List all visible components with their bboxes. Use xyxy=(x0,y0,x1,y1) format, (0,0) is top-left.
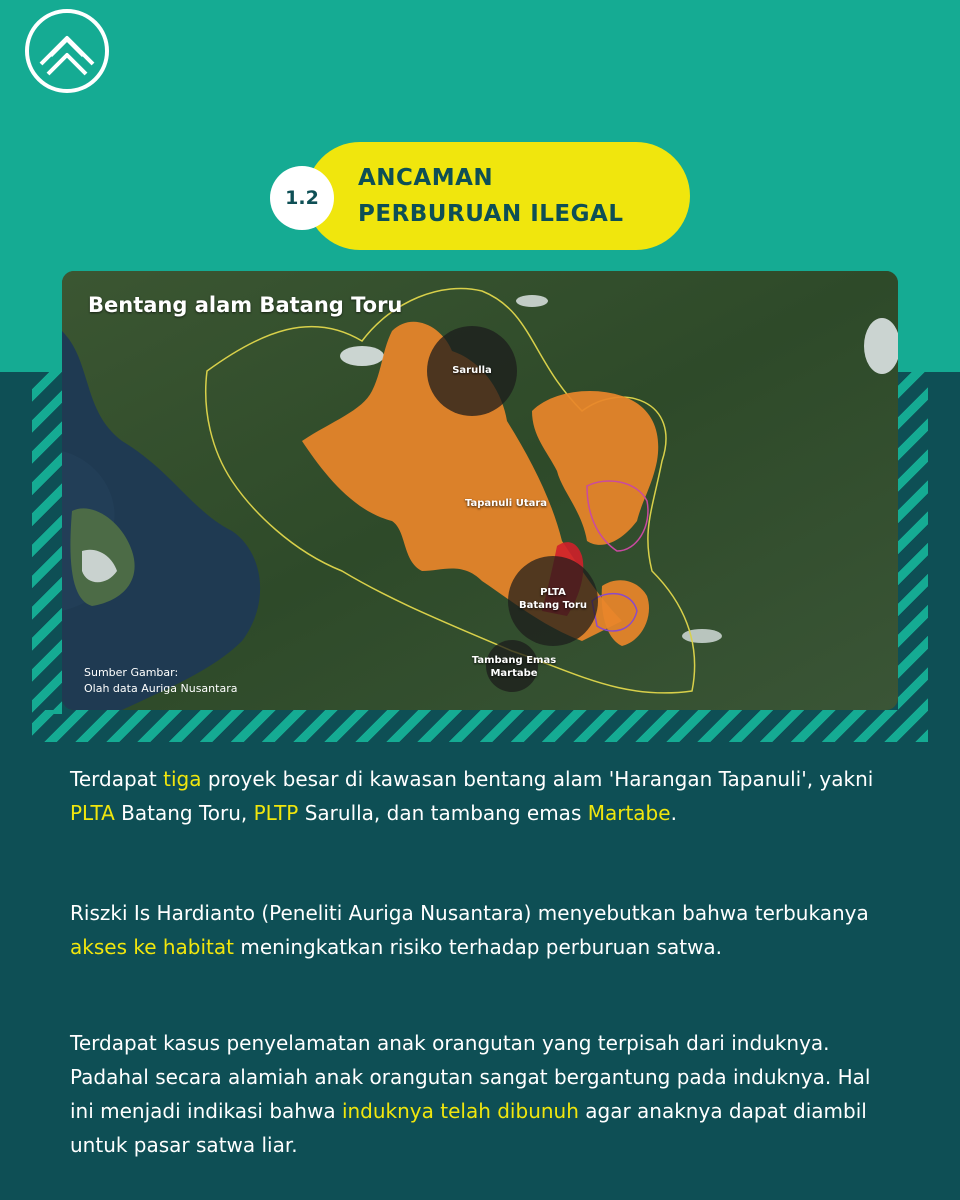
map-label-tambang-line2: Martabe xyxy=(490,668,538,679)
p1-text-2: proyek besar di kawasan bentang alam 'Harangan Tapanuli', yakni xyxy=(201,767,874,791)
map-label-tambang-emas-martabe xyxy=(454,654,574,680)
section-number: 1.2 xyxy=(270,166,334,230)
paragraph-projects xyxy=(70,762,880,830)
hatch-decoration-right xyxy=(898,372,928,742)
map-graphic xyxy=(62,271,898,710)
map-label-plta-line2: Batang Toru xyxy=(518,600,588,611)
p1-text-5: . xyxy=(670,801,677,825)
map-label-sarulla: Sarulla xyxy=(452,365,492,376)
map-label-plta-line1: PLTA xyxy=(540,587,566,598)
section-title xyxy=(358,160,678,232)
paragraph-researcher xyxy=(70,896,880,964)
p2-text-1: Riszki Is Hardianto (Peneliti Auriga Nusantara) menyebutkan bahwa terbukanya xyxy=(70,901,869,925)
section-title-line2: PERBURUAN ILEGAL xyxy=(358,201,624,227)
map-title: Bentang alam Batang Toru xyxy=(88,293,403,317)
p3-text-2: agar anaknya dapat diambil untuk pasar satwa liar. xyxy=(70,1099,867,1157)
p3-highlight-dibunuh: induknya telah dibunuh xyxy=(341,1099,579,1123)
p3-text-1: Terdapat kasus penyelamatan anak orangutan yang terpisah dari induknya. Padahal secara alamiah anak orangutan sangat bergantung pada induknya. Hal ini menjadi indikasi bahwa xyxy=(70,1031,871,1123)
p1-text-1: Terdapat xyxy=(70,767,164,791)
p1-highlight-pltp: PLTP xyxy=(253,801,299,825)
mountain-logo-icon xyxy=(24,8,110,94)
map-label-tapanuli-utara: Tapanuli Utara xyxy=(464,498,548,509)
paragraph-orangutan xyxy=(70,1026,880,1162)
p1-highlight-martabe: Martabe xyxy=(587,801,671,825)
p1-highlight-tiga: tiga xyxy=(163,767,202,791)
map-source-line1: Sumber Gambar: xyxy=(84,666,179,679)
p1-highlight-plta: PLTA xyxy=(70,801,115,825)
map-source-credit xyxy=(84,665,284,697)
p2-highlight-akses: akses ke habitat xyxy=(70,935,234,959)
section-title-line1: ANCAMAN xyxy=(358,165,494,191)
p1-text-4: Sarulla, dan tambang emas xyxy=(298,801,588,825)
map-source-line2: Olah data Auriga Nusantara xyxy=(84,682,238,695)
hatch-decoration-bottom xyxy=(32,710,928,742)
map-label-plta-batang-toru xyxy=(493,586,613,612)
hatch-decoration-left xyxy=(32,372,62,714)
p2-text-2: meningkatkan risiko terhadap perburuan satwa. xyxy=(234,935,723,959)
landscape-map xyxy=(62,271,898,710)
map-label-tambang-line1: Tambang Emas xyxy=(471,655,557,666)
p1-text-3: Batang Toru, xyxy=(114,801,254,825)
